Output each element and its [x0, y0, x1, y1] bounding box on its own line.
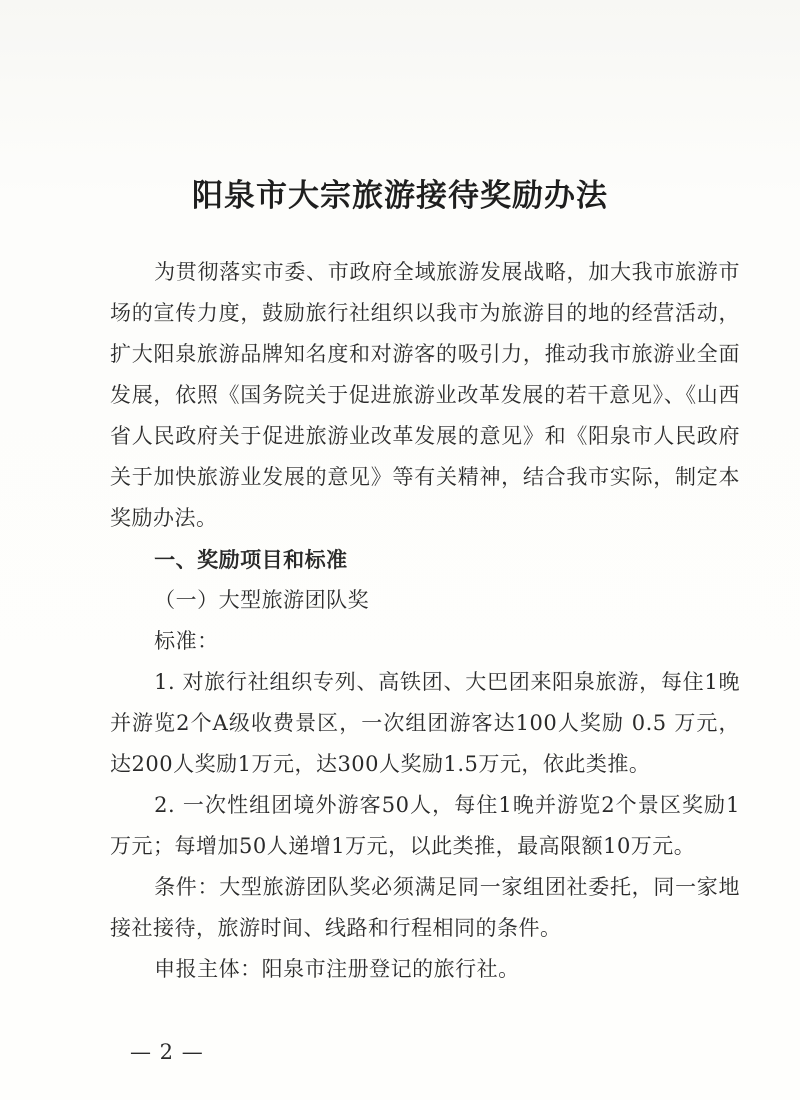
document-title: 阳泉市大宗旅游接待奖励办法 [192, 178, 608, 214]
section-heading: 一、奖励项目和标准 [154, 547, 348, 572]
applicant-paragraph: 申报主体：阳泉市注册登记的旅行社。 [154, 957, 520, 981]
page-number: — 2 — [130, 1040, 204, 1064]
standard-item-1: 1. 对旅行社组织专列、高铁团、大巴团来阳泉旅游，每住1晚并游览2个A级收费景区，一次组团游客达100人奖励 0.5 万元，达200人奖励1万元，达300人奖励1.5万元，依此类推。 [110, 670, 740, 776]
standard-item-2: 2. 一次性组团境外游客50人，每住1晚并游览2个景区奖励1万元；每增加50人递增1万元，以此类推，最高限额10万元。 [110, 793, 740, 858]
standard-label: 标准： [154, 629, 219, 653]
condition-paragraph: 条件：大型旅游团队奖必须满足同一家组团社委托，同一家地接社接待，旅游时间、线路和行程相同的条件。 [110, 875, 740, 940]
document-body [110, 252, 740, 990]
intro-paragraph: 为贯彻落实市委、市政府全域旅游发展战略，加大我市旅游市场的宣传力度，鼓励旅行社组织以我市为旅游目的地的经营活动，扩大阳泉旅游品牌知名度和对游客的吸引力，推动我市旅游业全面发展，依照《国务院关于促进旅游业改革发展的若干意见》、《山西省人民政府关于促进旅游业改革发展的意见》和《阳泉市人民政府关于加快旅游业发展的意见》等有关精神，结合我市实际，制定本奖励办法。 [110, 260, 740, 530]
subsection-heading: （一）大型旅游团队奖 [154, 588, 370, 612]
